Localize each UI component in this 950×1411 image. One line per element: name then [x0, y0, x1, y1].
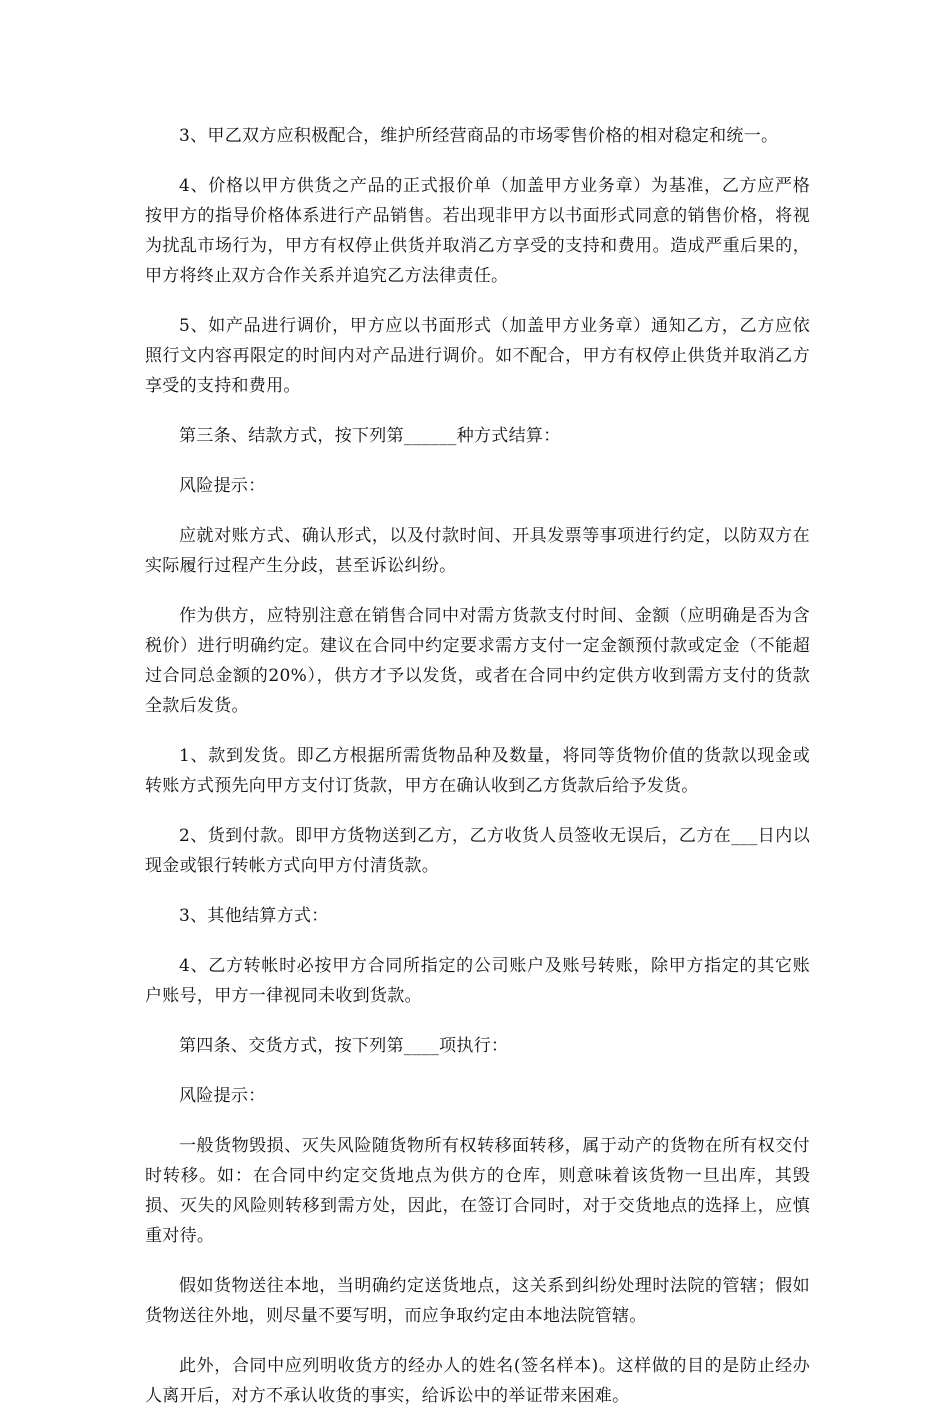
- paragraph-price-adjustment: 5、如产品进行调价，甲方应以书面形式（加盖甲方业务章）通知乙方，乙方应依照行文内容再限定的时间内对产品进行调价。如不配合，甲方有权停止供货并取消乙方享受的支持和费用。: [145, 316, 810, 396]
- article-3-heading: 第三条、结款方式，按下列第______种方式结算：: [179, 426, 561, 446]
- paragraph-receiver-name: 此外，合同中应列明收货方的经办人的姓名(签名样本)。这样做的目的是防止经办人离开后，对方不承认收货的事实，给诉讼中的举证带来困难。: [145, 1356, 810, 1406]
- paragraph-other-settlement: 3、其他结算方式：: [179, 906, 329, 926]
- paragraph-jurisdiction: 假如货物送往本地，当明确约定送货地点，这关系到纠纷处理时法院的管辖；假如货物送往外地，则尽量不要写明，而应争取约定由本地法院管辖。: [145, 1276, 810, 1326]
- article-4-heading: 第四条、交货方式，按下列第____项执行：: [179, 1036, 509, 1056]
- risk-notice-label-2: 风险提示：: [179, 1086, 266, 1106]
- paragraph-risk-transfer: 一般货物毁损、灭失风险随货物所有权转移面转移，属于动产的货物在所有权交付时转移。如：在合同中约定交货地点为供方的仓库，则意味着该货物一旦出库，其毁损、灭失的风险则转移到需方处，因此，在签订合同时，对于交货地点的选择上，应慎重对待。: [145, 1136, 810, 1246]
- paragraph-payment-before-delivery: 1、款到发货。即乙方根据所需货物品种及数量，将同等货物价值的货款以现金或转账方式预先向甲方支付订货款，甲方在确认收到乙方货款后给予发货。: [145, 746, 810, 796]
- paragraph-cash-on-delivery: 2、货到付款。即甲方货物送到乙方，乙方收货人员签收无误后，乙方在___日内以现金或银行转帐方式向甲方付清货款。: [145, 826, 810, 876]
- paragraph-reconciliation: 应就对账方式、确认形式，以及付款时间、开具发票等事项进行约定，以防双方在实际履行过程产生分歧，甚至诉讼纠纷。: [145, 526, 810, 576]
- paragraph-price-basis: 4、价格以甲方供货之产品的正式报价单（加盖甲方业务章）为基准，乙方应严格按甲方的指导价格体系进行产品销售。若出现非甲方以书面形式同意的销售价格，将视为扰乱市场行为，甲方有权停止供货并取消乙方享受的支持和费用。造成严重后果的，甲方将终止双方合作关系并追究乙方法律责任。: [145, 176, 810, 286]
- risk-notice-label: 风险提示：: [179, 476, 266, 496]
- paragraph-price-stability: 3、甲乙双方应积极配合，维护所经营商品的市场零售价格的相对稳定和统一。: [179, 126, 779, 146]
- paragraph-supplier-note: 作为供方，应特别注意在销售合同中对需方货款支付时间、金额（应明确是否为含税价）进行明确约定。建议在合同中约定要求需方支付一定金额预付款或定金（不能超过合同总金额的20%），供方才予以发货，或者在合同中约定供方收到需方支付的货款全款后发货。: [145, 606, 810, 716]
- paragraph-transfer-account: 4、乙方转帐时必按甲方合同所指定的公司账户及账号转账，除甲方指定的其它账户账号，甲方一律视同未收到货款。: [145, 956, 810, 1006]
